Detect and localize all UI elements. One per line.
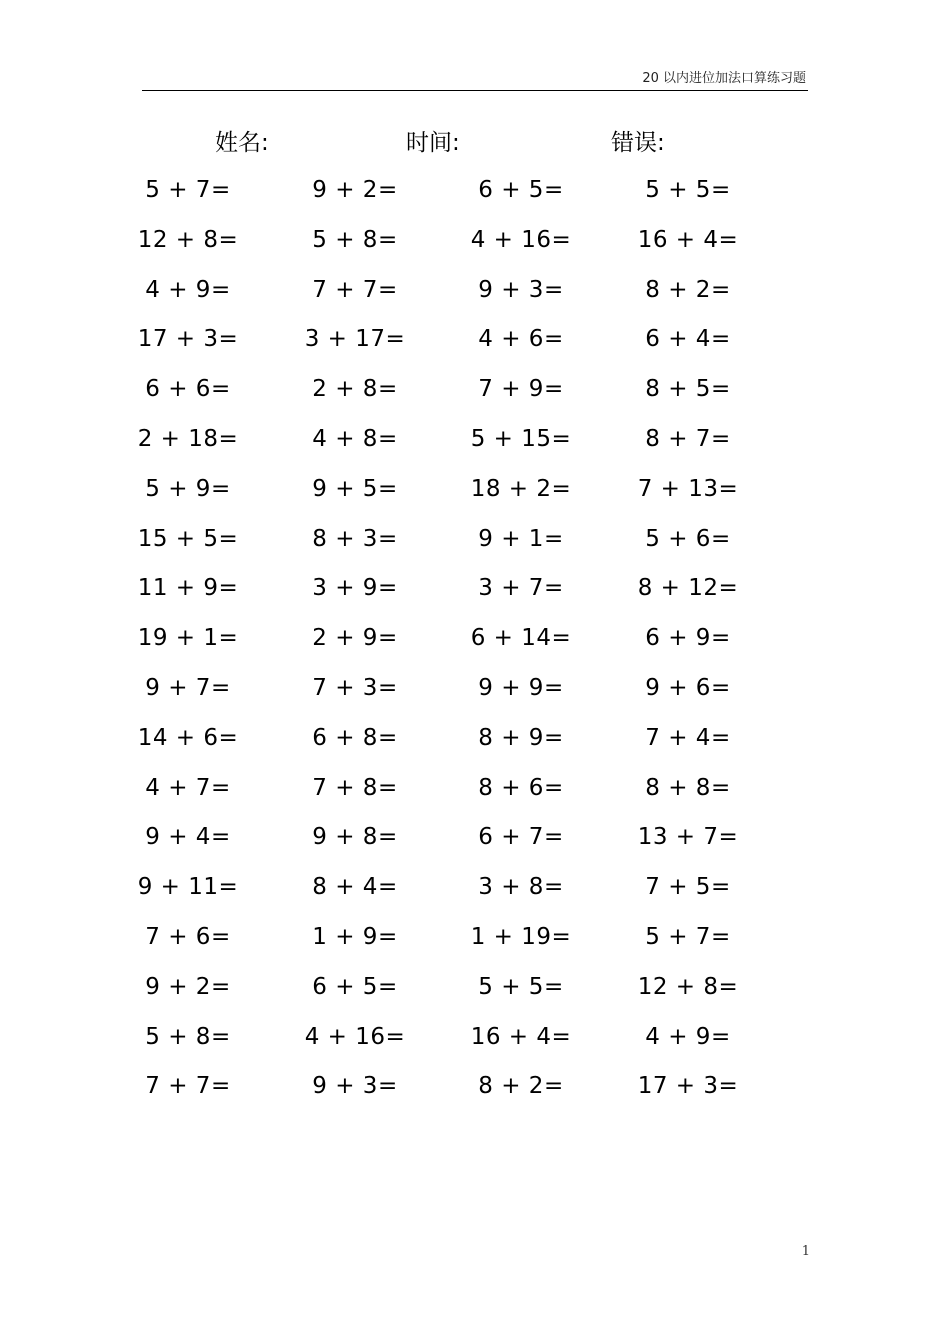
problem-item: 1 + 9= (312, 923, 398, 950)
problem-item: 4 + 9= (645, 1023, 731, 1050)
problem-item: 2 + 18= (137, 425, 239, 452)
problem-item: 15 + 5= (137, 525, 239, 552)
problem-item: 18 + 2= (470, 475, 572, 502)
problem-item: 5 + 9= (145, 475, 231, 502)
problem-item: 16 + 4= (470, 1023, 572, 1050)
problem-item: 6 + 5= (312, 973, 398, 1000)
problem-item: 8 + 4= (312, 874, 398, 901)
problem-item: 9 + 8= (312, 824, 398, 851)
problem-item: 4 + 6= (478, 326, 564, 353)
page-number: 1 (801, 1244, 810, 1259)
problem-item: 8 + 8= (645, 774, 731, 801)
problem-item: 8 + 5= (645, 376, 731, 403)
problem-item: 3 + 9= (312, 575, 398, 602)
problem-item: 12 + 8= (637, 973, 739, 1000)
problem-row (0, 768, 950, 818)
problem-item: 16 + 4= (637, 226, 739, 253)
problem-item: 9 + 1= (478, 525, 564, 552)
problem-item: 8 + 6= (478, 774, 564, 801)
problem-row (0, 668, 950, 718)
time-field-label: 时间: (406, 130, 460, 156)
problem-row (0, 170, 950, 220)
problem-item: 7 + 13= (637, 475, 739, 502)
problem-item: 6 + 4= (645, 326, 731, 353)
problem-row (0, 917, 950, 967)
problem-row (0, 1066, 950, 1116)
problem-item: 4 + 8= (312, 425, 398, 452)
problem-row (0, 469, 950, 519)
problem-row (0, 568, 950, 618)
student-info-fields (0, 124, 950, 164)
page-header (142, 64, 808, 91)
problem-item: 7 + 9= (478, 376, 564, 403)
problem-item: 9 + 5= (312, 475, 398, 502)
problem-item: 7 + 4= (645, 724, 731, 751)
problem-item: 5 + 8= (312, 226, 398, 253)
problem-item: 4 + 16= (304, 1023, 406, 1050)
problem-item: 9 + 6= (645, 674, 731, 701)
problem-item: 5 + 5= (645, 177, 731, 203)
problem-item: 6 + 7= (478, 824, 564, 851)
problem-item: 1 + 19= (470, 923, 572, 950)
problem-item: 9 + 3= (478, 276, 564, 303)
problem-item: 2 + 9= (312, 625, 398, 652)
problem-item: 8 + 3= (312, 525, 398, 552)
problem-row (0, 220, 950, 270)
problem-item: 19 + 1= (137, 625, 239, 652)
errors-field-label: 错误: (611, 130, 665, 156)
problem-item: 17 + 3= (137, 326, 239, 353)
problem-item: 6 + 5= (478, 177, 564, 203)
problem-item: 5 + 5= (478, 973, 564, 1000)
problem-item: 5 + 15= (470, 425, 572, 452)
problem-item: 5 + 8= (145, 1023, 231, 1050)
problem-item: 9 + 2= (312, 177, 398, 203)
problem-item: 5 + 7= (145, 177, 231, 203)
problem-item: 9 + 7= (145, 674, 231, 701)
problem-row (0, 270, 950, 320)
problem-item: 9 + 2= (145, 973, 231, 1000)
problem-item: 5 + 7= (645, 923, 731, 950)
problem-item: 7 + 6= (145, 923, 231, 950)
name-field-label: 姓名: (215, 130, 269, 156)
problem-item: 3 + 8= (478, 874, 564, 901)
problem-item: 7 + 3= (312, 674, 398, 701)
problem-item: 4 + 16= (470, 226, 572, 253)
problem-item: 5 + 6= (645, 525, 731, 552)
problem-item: 8 + 9= (478, 724, 564, 751)
problem-item: 4 + 7= (145, 774, 231, 801)
problem-row (0, 419, 950, 469)
problem-item: 9 + 4= (145, 824, 231, 851)
problem-item: 7 + 5= (645, 874, 731, 901)
problem-item: 14 + 6= (137, 724, 239, 751)
problem-item: 6 + 6= (145, 376, 231, 403)
problem-item: 3 + 7= (478, 575, 564, 602)
problem-grid (0, 170, 950, 1116)
problem-item: 6 + 8= (312, 724, 398, 751)
problem-row (0, 718, 950, 768)
problem-item: 9 + 11= (137, 874, 239, 901)
problem-item: 8 + 2= (478, 1073, 564, 1100)
problem-item: 12 + 8= (137, 226, 239, 253)
problem-item: 7 + 8= (312, 774, 398, 801)
problem-item: 9 + 9= (478, 674, 564, 701)
problem-row (0, 817, 950, 867)
problem-row (0, 618, 950, 668)
problem-row (0, 319, 950, 369)
problem-row (0, 519, 950, 569)
problem-item: 9 + 3= (312, 1073, 398, 1100)
problem-row (0, 369, 950, 419)
problem-item: 13 + 7= (637, 824, 739, 851)
problem-item: 6 + 9= (645, 625, 731, 652)
problem-item: 11 + 9= (137, 575, 239, 602)
problem-item: 3 + 17= (304, 326, 406, 353)
problem-item: 8 + 7= (645, 425, 731, 452)
problem-item: 8 + 2= (645, 276, 731, 303)
page-header-title: 20 以内进位加法口算练习题 (642, 71, 806, 86)
problem-row (0, 1017, 950, 1067)
problem-item: 4 + 9= (145, 276, 231, 303)
problem-item: 2 + 8= (312, 376, 398, 403)
problem-item: 17 + 3= (637, 1073, 739, 1100)
problem-row (0, 967, 950, 1017)
problem-item: 8 + 12= (637, 575, 739, 602)
problem-item: 7 + 7= (145, 1073, 231, 1100)
problem-item: 6 + 14= (470, 625, 572, 652)
problem-item: 7 + 7= (312, 276, 398, 303)
problem-row (0, 867, 950, 917)
